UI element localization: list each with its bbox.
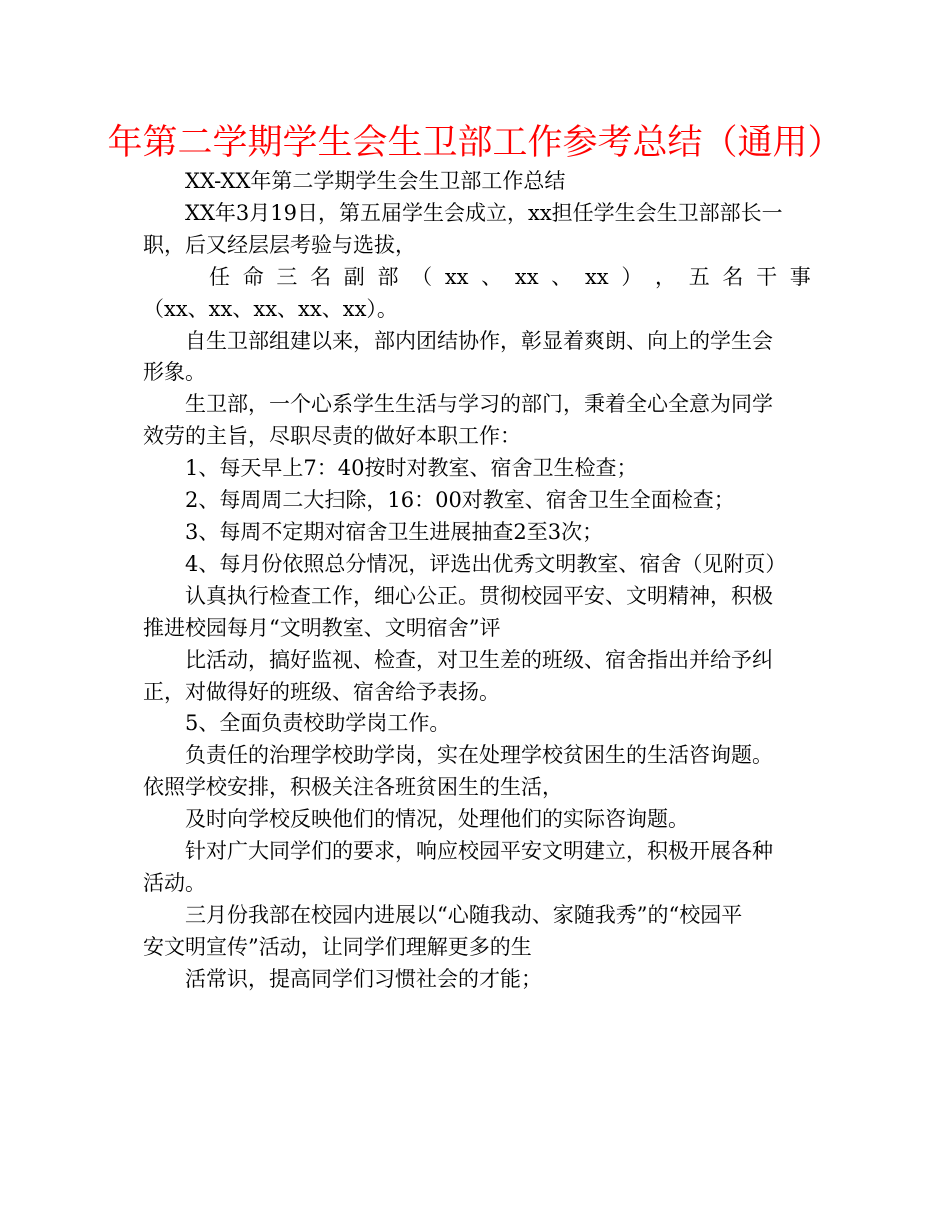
paragraph-line: XX年3月19日，第五届学生会成立，xx担任学生会生卫部部长一 bbox=[185, 200, 783, 225]
paragraph-line: 推进校园每月“文明教室、文明宿舍”评 bbox=[143, 615, 501, 640]
paragraph-line: 自生卫部组建以来，部内团结协作，彰显着爽朗、向上的学生会 bbox=[185, 328, 773, 353]
paragraph-line: 针对广大同学们的要求，响应校园平安文明建立，积极开展各种 bbox=[185, 839, 773, 864]
spread-char: ， bbox=[655, 264, 676, 289]
paragraph-line: 依照学校安排，积极关注各班贫困生的生活， bbox=[143, 775, 563, 800]
spread-line bbox=[143, 262, 811, 294]
spread-char: 名 bbox=[310, 264, 332, 289]
spread-char: 三 bbox=[276, 264, 298, 289]
paragraph-line: （xx、xx、xx、xx、xx）。 bbox=[143, 296, 398, 321]
paragraph-line: XX-XX年第二学期学生会生卫部工作总结 bbox=[185, 169, 566, 193]
list-item: 4、每月份依照总分情况，评选出优秀文明教室、宿舍（见附页） bbox=[185, 551, 787, 576]
spread-char: 事 bbox=[789, 264, 811, 289]
spread-char: xx bbox=[514, 264, 539, 289]
document-body bbox=[143, 166, 811, 996]
list-item: 3、每周不定期对宿舍卫生进展抽查2至3次； bbox=[185, 519, 604, 544]
spread-char: 任 bbox=[209, 264, 230, 289]
spread-char: 干 bbox=[756, 264, 778, 289]
paragraph-line: 活动。 bbox=[143, 870, 206, 895]
list-item: 2、每周周二大扫除，16：00对教室、宿舍卫生全面检查； bbox=[185, 488, 735, 513]
spread-char: 部 bbox=[377, 264, 399, 289]
paragraph-line: 比活动，搞好监视、检查，对卫生差的班级、宿舍指出并给予纠 bbox=[185, 647, 773, 672]
paragraph-line: 形象。 bbox=[143, 360, 206, 385]
spread-char: 、 bbox=[481, 264, 503, 289]
list-item: 5、全面负责校助学岗工作。 bbox=[185, 711, 451, 736]
spread-char: xx bbox=[584, 264, 609, 289]
spread-char: ） bbox=[621, 264, 643, 289]
paragraph-line: 三月份我部在校园内进展以“心随我动、家随我秀”的“校园平 bbox=[185, 902, 743, 927]
spread-char: 、 bbox=[551, 264, 573, 289]
spread-char: 名 bbox=[722, 264, 744, 289]
paragraph-line: 职，后又经层层考验与选拔， bbox=[143, 232, 416, 257]
spread-char: xx bbox=[444, 264, 469, 289]
paragraph-line: 安文明宣传”活动，让同学们理解更多的生 bbox=[143, 934, 532, 959]
paragraph-line: 生卫部，一个心系学生生活与学习的部门，秉着全心全意为同学 bbox=[185, 392, 773, 417]
spread-char: 副 bbox=[343, 264, 365, 289]
spread-char: 五 bbox=[688, 264, 710, 289]
paragraph-line: 及时向学校反映他们的情况，处理他们的实际咨询题。 bbox=[185, 807, 689, 832]
paragraph-line: 认真执行检查工作，细心公正。贯彻校园平安、文明精神，积极 bbox=[185, 583, 773, 608]
list-item: 1、每天早上7：40按时对教室、宿舍卫生检查； bbox=[185, 456, 638, 481]
paragraph-line: 活常识，提高同学们习惯社会的才能； bbox=[185, 966, 542, 991]
spread-char: 命 bbox=[242, 264, 264, 289]
document-title: 年第二学期学生会生卫部工作参考总结（通用） bbox=[107, 123, 843, 163]
spread-char: （ bbox=[411, 264, 433, 289]
paragraph-line: 效劳的主旨，尽职尽责的做好本职工作： bbox=[143, 424, 521, 449]
paragraph-line: 正，对做得好的班级、宿舍给予表扬。 bbox=[143, 679, 500, 704]
paragraph-line: 负责任的治理学校助学岗，实在处理学校贫困生的生活咨询题。 bbox=[185, 743, 773, 768]
